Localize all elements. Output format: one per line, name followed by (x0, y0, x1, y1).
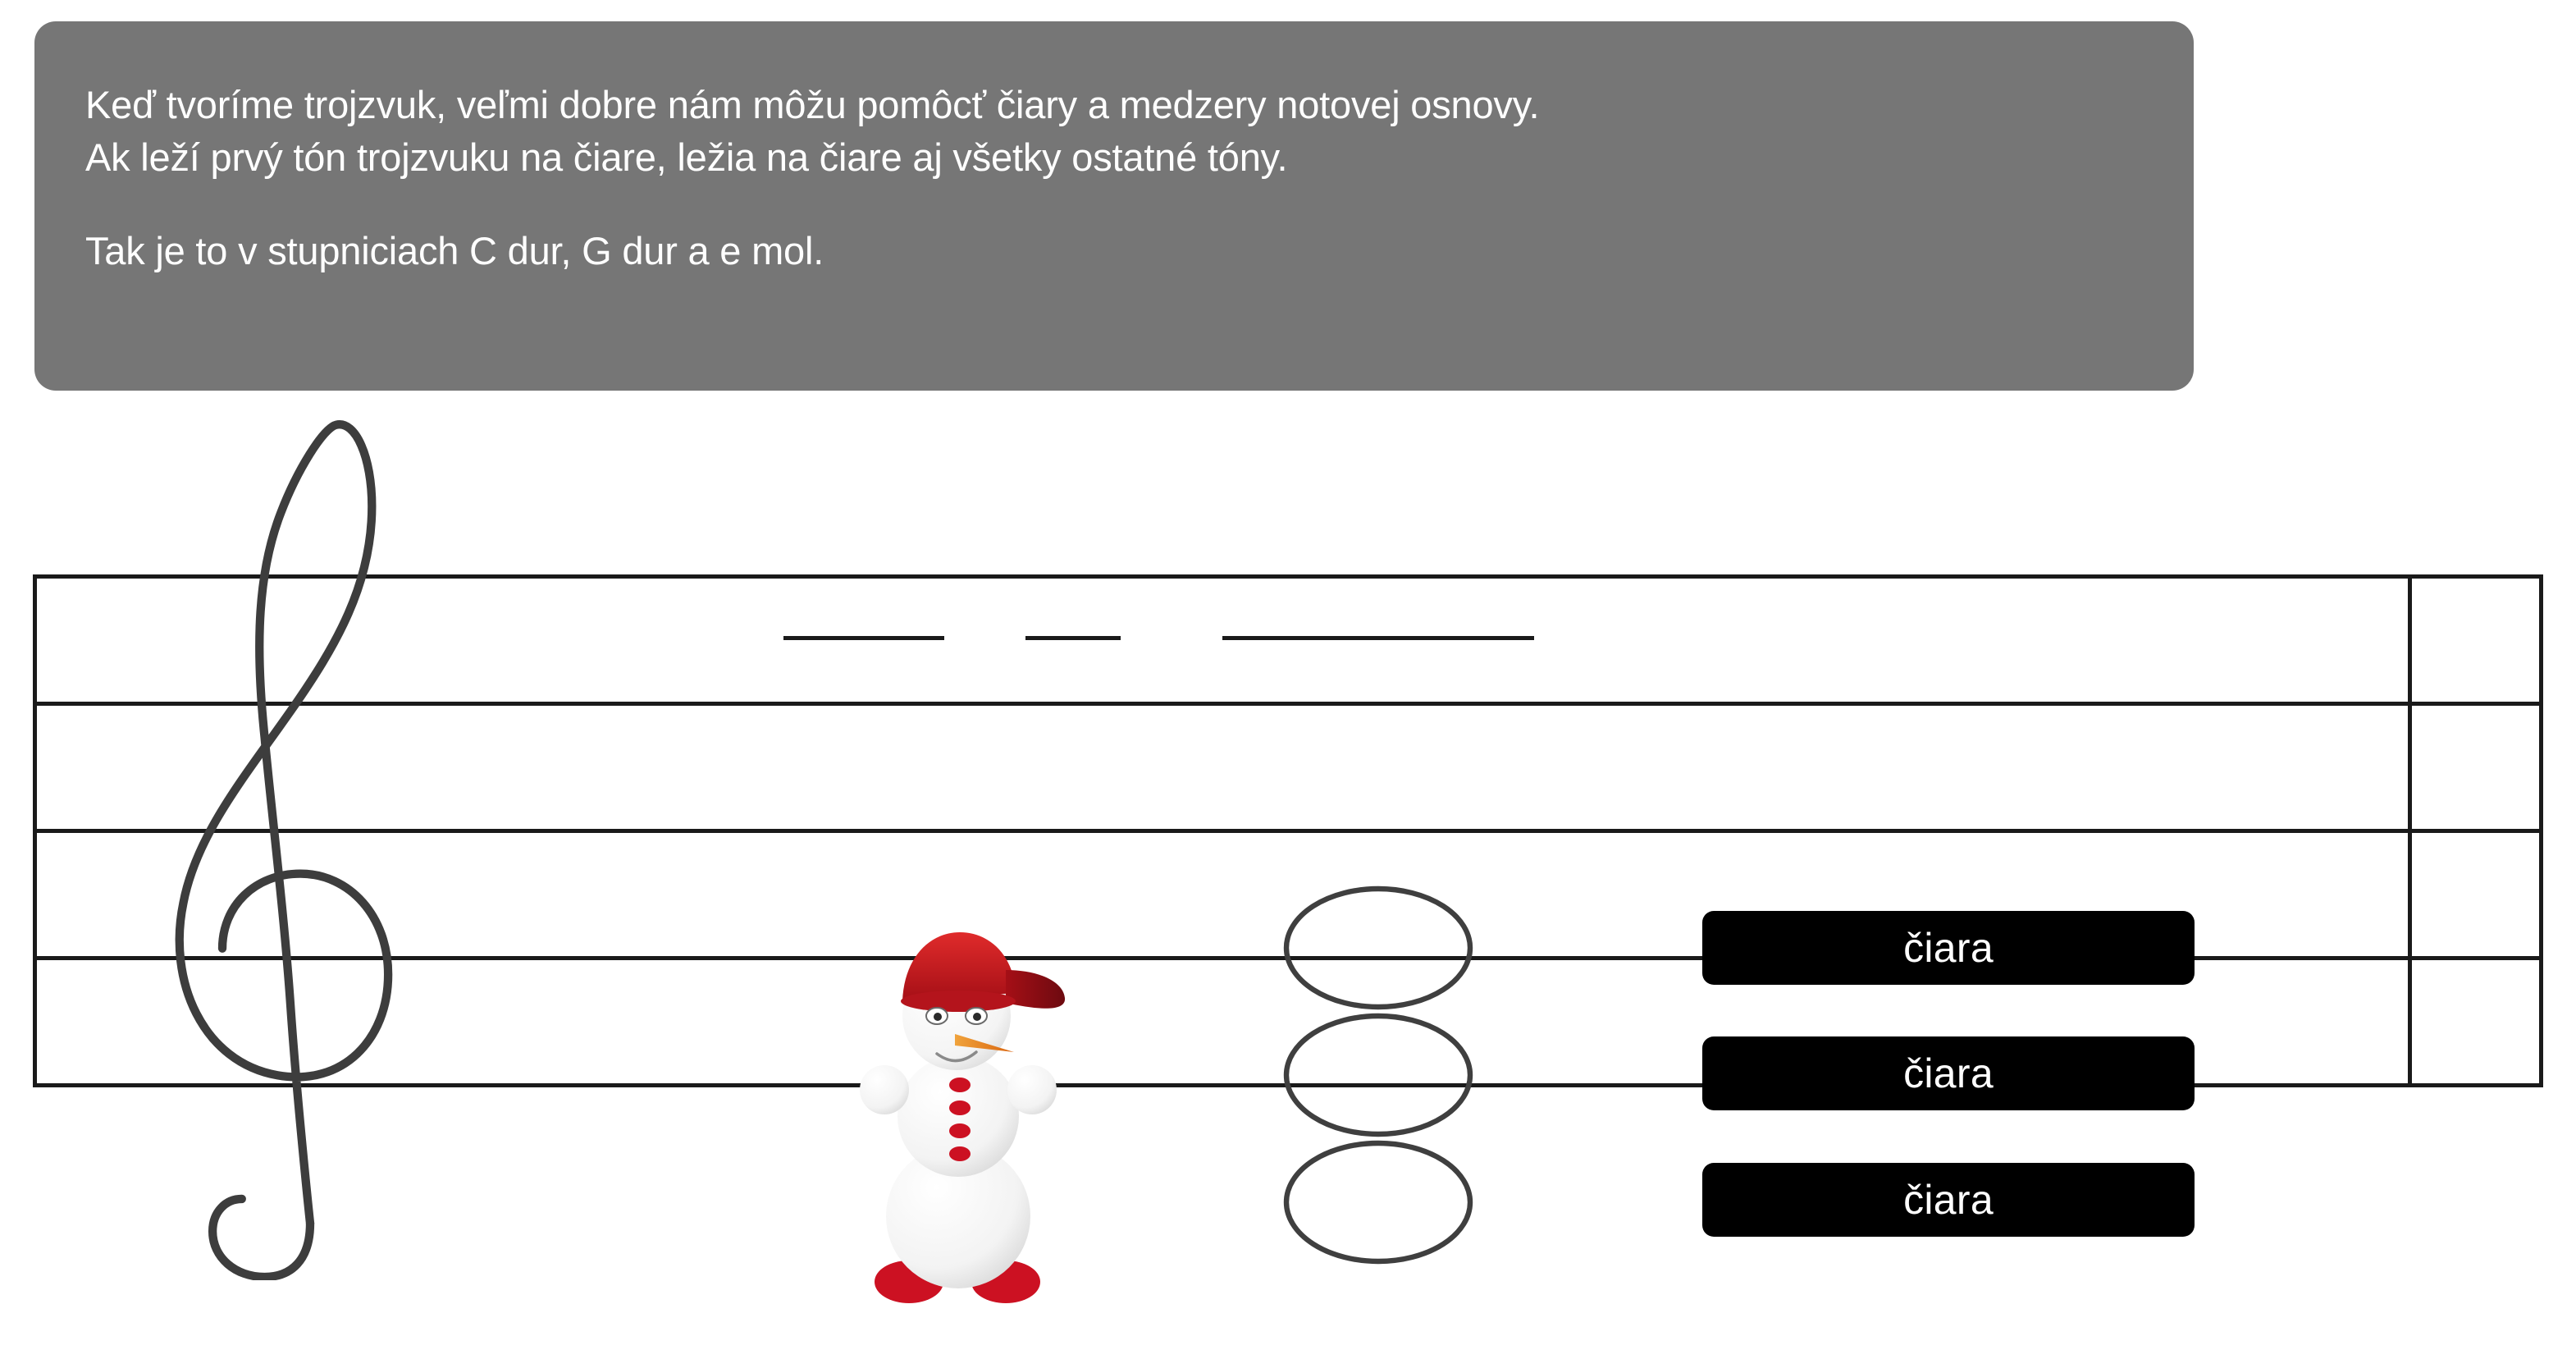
treble-clef-icon (139, 402, 484, 1280)
info-line-2: Ak leží prvý tón trojzvuku na čiare, ležia na čiare aj všetky ostatné tóny. (85, 135, 1288, 179)
barline-right-end (2539, 574, 2543, 1087)
label-chip-bottom[interactable]: čiara (1702, 1163, 2195, 1237)
info-spacer (85, 184, 2194, 225)
notehead-bottom (1280, 1137, 1477, 1268)
info-banner (34, 21, 2194, 391)
ledger-line-snowman-left (783, 636, 944, 640)
barline-left (33, 574, 37, 1087)
notehead-middle (1280, 1009, 1477, 1141)
label-chip-middle[interactable]: čiara (1702, 1036, 2195, 1110)
ledger-line-snowman-right (1025, 636, 1121, 640)
label-chip-top[interactable]: čiara (1702, 911, 2195, 985)
info-line-1: Keď tvoríme trojzvuk, veľmi dobre nám môžu pomôcť čiary a medzery notovej osnovy. (85, 83, 1540, 126)
info-line-3: Tak je to v stupniciach C dur, G dur a e mol. (85, 229, 824, 272)
snowman-icon (845, 878, 1075, 1305)
notehead-top (1280, 882, 1477, 1014)
ledger-line-note (1222, 636, 1534, 640)
barline-right-thin (2408, 574, 2412, 1087)
